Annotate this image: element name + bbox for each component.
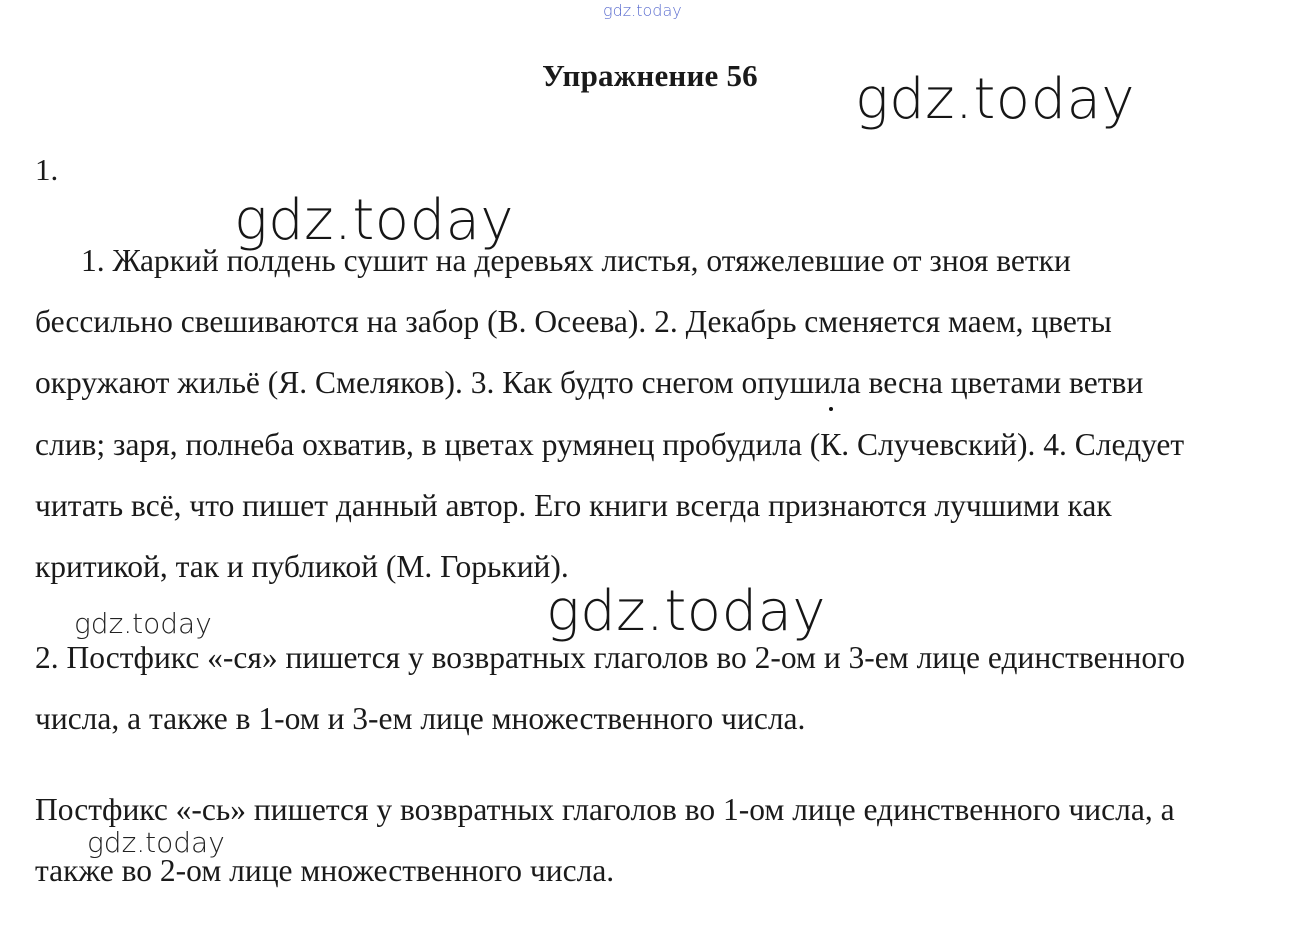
exercise-title: Упражнение 56: [542, 58, 758, 93]
watermark-large-center: gdz.today: [546, 579, 827, 644]
watermark-medium-lower: gdz.today: [87, 826, 225, 859]
watermark-top: gdz.today: [603, 1, 682, 20]
watermark-large-left: gdz.today: [234, 188, 515, 253]
answer-paragraph-1: 1. Жаркий полдень сушит на деревьях листья, отяжелевшие от зноя ветки бессильно свешиваются на забор (В. Осеева). 2. Декабрь сменяется маем, цветы окружают жильё (Я. Смеляков). 3. Как будто снегом опушила весна цветами ветви слив; заря, полнеба охватив, в цветах румянец пробудила (К. Случевский). 4. Следует читать всё, что пишет данный автор. Его книги всегда признаются лучшими как критикой, так и публикой (М. Горький).: [35, 243, 1185, 585]
stray-dot: [829, 407, 833, 411]
watermark-medium-upper: gdz.today: [74, 607, 212, 640]
section-number: 1.: [35, 152, 59, 187]
answer-paragraph-3: Постфикс «-сь» пишется у возвратных глаголов во 1-ом лице единственного числа, а также во 2-ом лице множественного числа.: [35, 792, 1175, 889]
answer-paragraph-2: 2. Постфикс «-ся» пишется у возвратных глаголов во 2-ом и 3-ем лице единственного числа, а также в 1-ом и 3-ем лице множественного числа.: [35, 640, 1185, 737]
watermark-large-right: gdz.today: [855, 67, 1136, 132]
